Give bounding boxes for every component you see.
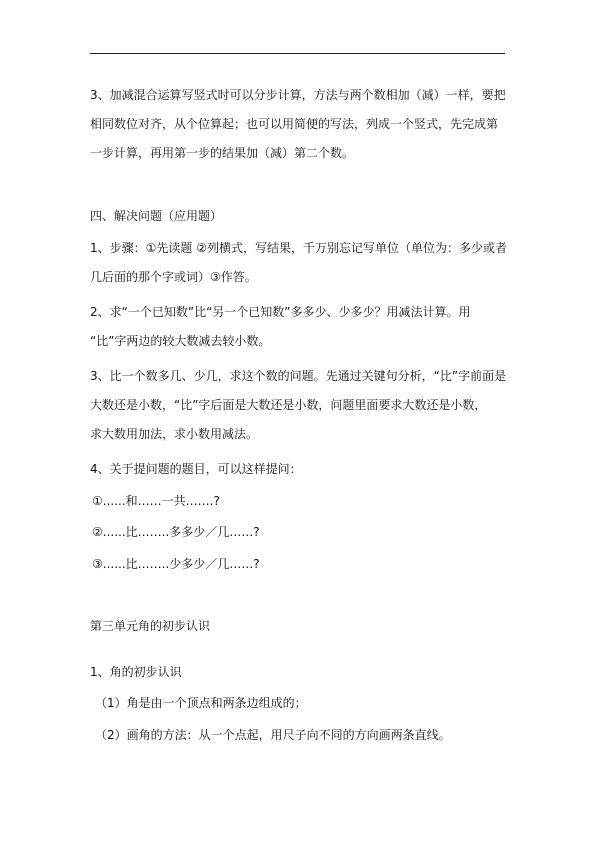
unit3-sub2: （2）画角的方法：从一个点起，用尺子向不同的方向画两条直线。: [95, 728, 451, 742]
section3-line-3: 一步计算，再用第一步的结果加（减）第二个数。: [90, 146, 355, 160]
section4-item3-line1: 3、比一个数多几、少几，求这个数的问题。先通过关键句分析，“比”字前面是: [90, 369, 507, 383]
unit3-sub1: （1）角是由一个顶点和两条边组成的；: [95, 696, 307, 710]
section3-line-1: 3、加减混合运算写竖式时可以分步计算，方法与两个数相加（减）一样，要把: [90, 88, 506, 102]
question-template-2: ②......比……..多多少／几……?: [92, 525, 260, 539]
section4-item2-line1: 2、求“一个已知数”比“另一个已知数”多多少、少多少？用减法计算。用: [90, 305, 471, 319]
section4-item1-line1: 1、步骤：①先读题 ②列横式，写结果，千万别忘记写单位（单位为：多少或者: [90, 241, 507, 255]
section4-item3-line2: 大数还是小数，“比”字后面是大数还是小数，问题里面要求大数还是小数，: [90, 398, 487, 412]
section4-item1-line2: 几后面的那个字或词）③作答。: [90, 270, 257, 284]
section4-heading: 四、解决问题（应用题）: [90, 209, 223, 223]
header-rule: [90, 53, 505, 54]
section3-line-2: 相同数位对齐，从个位算起；也可以用简便的写法，列成一个竖式，先完成第: [90, 117, 499, 131]
question-template-3: ③......比……..少多少／几……?: [92, 557, 260, 571]
question-template-1: ①......和……一共…….?: [92, 494, 220, 508]
unit3-item1: 1、角的初步认识: [90, 665, 182, 679]
section4-item3-line3: 求大数用加法，求小数用减法。: [90, 427, 259, 441]
unit3-heading: 第三单元角的初步认识: [90, 619, 211, 633]
section4-item2-line2: “比”字两边的较大数减去较小数。: [90, 334, 271, 348]
section4-item4: 4、关于提问题的题目，可以这样提问：: [90, 462, 302, 476]
